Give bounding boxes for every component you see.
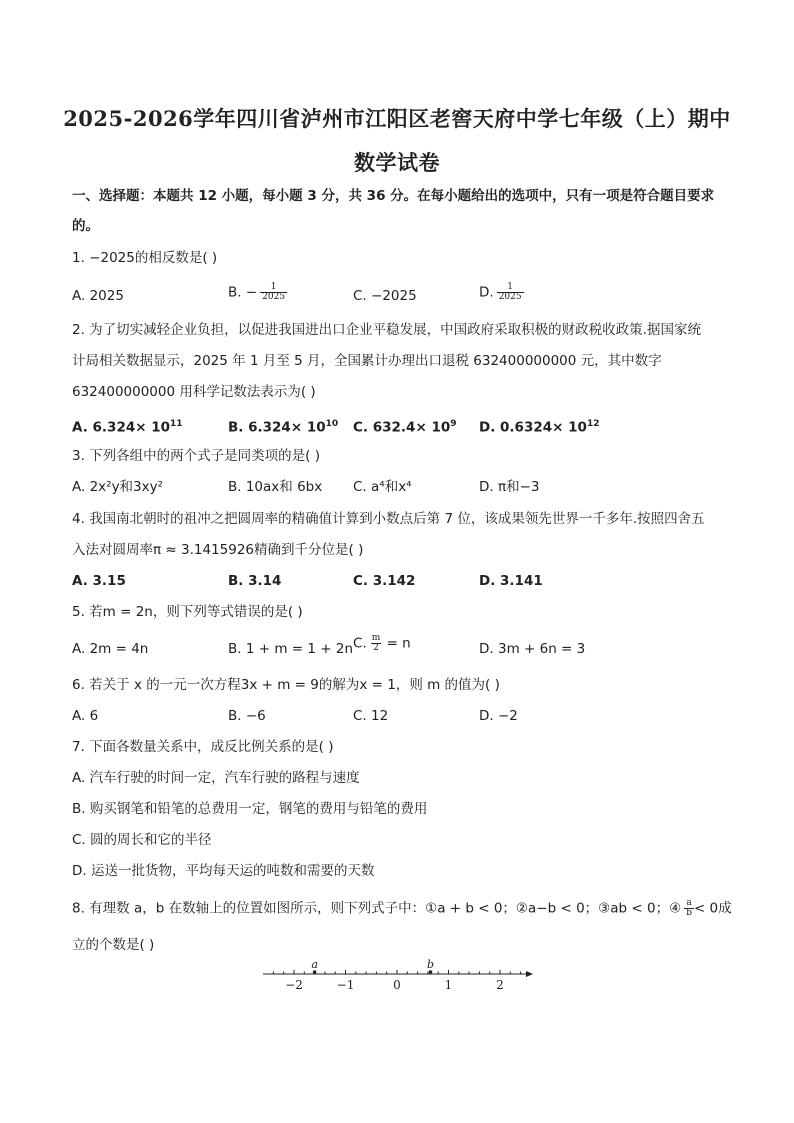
q7-option-b: B. 购买钢笔和铅笔的总费用一定，钢笔的费用与铅笔的费用 [72, 801, 428, 817]
question-2-stem-3: 632400000000 用科学记数法表示为( ) [72, 384, 316, 400]
q1-option-a: A. 2025 [72, 288, 124, 304]
q4-option-d: D. 3.141 [479, 573, 543, 589]
tick-label: 2 [496, 978, 504, 992]
question-2-stem-2: 计局相关数据显示，2025 年 1 月至 5 月，全国累计办理出口退税 632400000000 元，其中数字 [72, 353, 662, 369]
question-3-stem: 3. 下列各组中的两个式子是同类项的是( ) [72, 448, 320, 464]
q1-option-d: D. $\frac{1}{2025}$ [479, 282, 522, 302]
q6-option-a: A. 6 [72, 708, 99, 724]
tick-label: −1 [336, 978, 355, 992]
question-8-stem-2: 立的个数是( ) [72, 937, 155, 953]
question-6-stem: 6. 若关于 x 的一元一次方程3x + m = 9的解为x = 1，则 m 的值为( ) [72, 677, 500, 693]
number-line-figure [258, 955, 538, 995]
q5-option-d: D. 3m + 6n = 3 [479, 641, 586, 657]
q5-option-b: B. 1 + m = 1 + 2n [228, 641, 354, 657]
q1-option-b: B. − $\frac{1}{2025}$ [228, 282, 286, 302]
point-b-label: b [426, 958, 434, 971]
exam-title-line2: 数学试卷 [354, 150, 440, 175]
question-7-stem: 7. 下面各数量关系中，成反比例关系的是( ) [72, 739, 334, 755]
q6-option-d: D. −2 [479, 708, 518, 724]
question-8-stem-1: 8. 有理数 a，b 在数轴上的位置如图所示，则下列式子中：①a + b < 0；②a−b < 0；③ab < 0；④ $\frac{a}{b}$ < 0成 [72, 898, 732, 918]
section-heading-cont: 的。 [72, 218, 99, 234]
q2-option-b: B. $6.324\times 10^{10}$ [228, 419, 339, 436]
tick-label: −2 [285, 978, 303, 992]
question-2-stem-1: 2. 为了切实减轻企业负担，以促进我国进出口企业平稳发展，中国政府采取积极的财政税收政策.据国家统 [72, 322, 701, 338]
q4-option-a: A. 3.15 [72, 573, 126, 589]
q7-option-d: D. 运送一批货物，平均每天运的吨数和需要的天数 [72, 863, 375, 879]
q6-option-c: C. 12 [353, 708, 389, 724]
q4-option-b: B. 3.14 [228, 573, 282, 589]
section-heading: 一、选择题：本题共 12 小题，每小题 3 分，共 36 分。在每小题给出的选项中，只有一项是符合题目要求 [72, 188, 715, 204]
q3-option-d: D. π和−3 [479, 479, 540, 495]
exam-title-line1: 2025-2026学年四川省泸州市江阳区老窖天府中学七年级（上）期中 [63, 106, 731, 131]
q5-option-a: A. 2m = 4n [72, 641, 149, 657]
q2-option-a: A. $6.324\times 10^{11}$ [72, 419, 183, 436]
tick-label: 0 [393, 978, 401, 992]
question-1-stem: 1. −2025的相反数是( ) [72, 250, 218, 266]
question-4-stem-1: 4. 我国南北朝时的祖冲之把圆周率的精确值计算到小数点后第 7 位，该成果领先世界一千多年.按照四舍五 [72, 511, 705, 527]
q5-option-c: C. $\frac{m}{2}$ = n [353, 633, 411, 653]
q1-option-c: C. −2025 [353, 288, 417, 304]
q2-option-c: C. $632.4\times 10^9$ [353, 419, 457, 436]
q7-option-a: A. 汽车行驶的时间一定，汽车行驶的路程与速度 [72, 770, 360, 786]
question-4-stem-2: 入法对圆周率π ≈ 3.1415926精确到千分位是( ) [72, 542, 364, 558]
q3-option-a: A. 2x²y和3xy² [72, 479, 164, 495]
q2-option-d: D. $0.6324\times 10^{12}$ [479, 419, 600, 436]
point-a-label: a [311, 958, 318, 971]
q3-option-c: C. a⁴和x⁴ [353, 479, 412, 495]
q3-option-b: B. 10ax和 6bx [228, 479, 323, 495]
q7-option-c: C. 圆的周长和它的半径 [72, 832, 212, 848]
tick-label: 1 [444, 978, 453, 992]
q4-option-c: C. 3.142 [353, 573, 416, 589]
number-line-arrow [526, 971, 533, 977]
question-5-stem: 5. 若m = 2n，则下列等式错误的是( ) [72, 604, 303, 620]
q6-option-b: B. −6 [228, 708, 266, 724]
